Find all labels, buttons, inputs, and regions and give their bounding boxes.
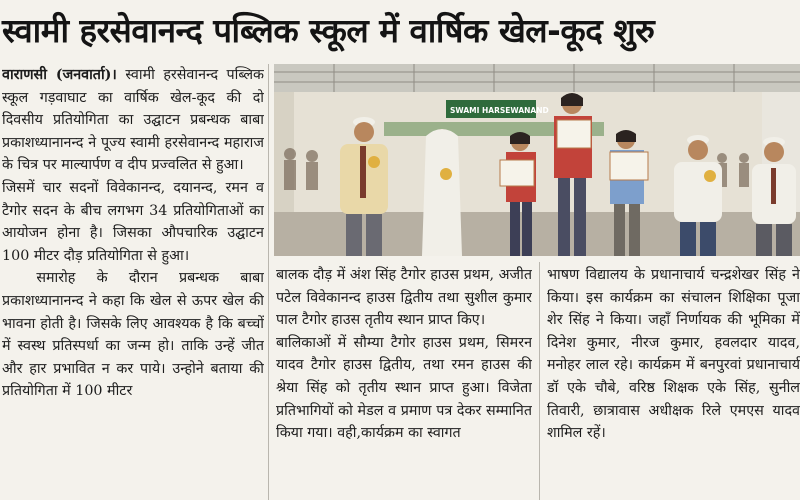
headline: स्वामी हरसेवानन्द पब्लिक स्कूल में वार्षिक खेल-कूद शुरु <box>2 11 655 50</box>
article-column-3 <box>547 264 800 500</box>
article-paragraph: जिसमें चार सदनों विवेकानन्द, दयानन्द, रमन व टैगोर सदन के बीच लगभग 34 प्रतियोगिताओं का आयोजन होना है। जिसका औपचारिक उद्घाटन 100 मीटर दौड़ प्रतियोगिता से हुआ। <box>2 179 264 264</box>
article-paragraph: बालिकाओं में सौम्या टैगोर हाउस प्रथम, सिमरन यादव टैगोर हाउस द्वितीय, तथा रमन हाउस की श्रेया सिंह को तृतीय स्थान प्राप्त हुआ। विजेता प्रतिभागियों को मेडल व प्रमाण पत्र देकर सम्मानित किया गया। वही,कार्यक्रम का स्वागत <box>276 334 532 442</box>
article-column-1 <box>2 64 264 500</box>
column-divider <box>268 64 269 500</box>
article-column-2 <box>276 264 532 500</box>
article-paragraph: बालक दौड़ में अंश सिंह टैगोर हाउस प्रथम, अजीत पटेल विवेकानन्द हाउस द्वितीय तथा सुशील कुमार पाल टैगोर हाउस तृतीय स्थान प्राप्त किए। <box>276 267 532 329</box>
article-paragraph <box>2 64 264 177</box>
article-paragraph: भाषण विद्यालय के प्रधानाचार्य चन्द्रशेखर सिंह ने किया। इस कार्यक्रम का संचालन शिक्षिका पूजा शेर सिंह ने किया। जहाँ निर्णायक की भूमिका में दिनेश कुमार, नीरज कुमार, हवलदार यादव, मनोहर लाल रहे। कार्यक्रम में बनपुरवां प्रधानाचार्य डॉ एके चौबे, वरिष्ठ शिक्षक एके सिंह, सुनील तिवारी, छात्रावास अधीक्षक रिले एमएस यादव शामिल रहें। <box>547 267 800 442</box>
article-paragraph: समारोह के दौरान प्रबन्धक बाबा प्रकाशध्यानानन्द ने कहा कि खेल से ऊपर खेल की भावना होती है। जिसके लिए आवश्यक है कि बच्चों में स्वस्थ प्रतिस्पर्धा का जन्म हो। ताकि उन्हें जीत और हार प्रभावित न कर पाये। उन्होने बताया की प्रतियोगिता में 100 मीटर <box>2 270 264 400</box>
column-divider <box>539 262 540 500</box>
paragraph-text: स्वामी हरसेवानन्द पब्लिक स्कूल गड़वाघाट का वार्षिक खेल-कूद की दो दिवसीय प्रतियोगिता का उद्घाटन प्रबन्धक बाबा प्रकाशध्यानानन्द ने पूज्य स्वामी हरसेवानन्द महाराज के चित्र पर माल्यार्पण व दीप प्रज्वलित से हुआ। <box>2 67 264 174</box>
dateline: वाराणसी (जनवार्ता)। <box>2 67 117 83</box>
roof <box>274 64 800 92</box>
photo-illustration <box>274 64 800 256</box>
person-woman-white <box>422 129 462 256</box>
news-photo <box>274 64 800 256</box>
banner-text: SWAMI HARSEWANAND <box>450 106 549 115</box>
